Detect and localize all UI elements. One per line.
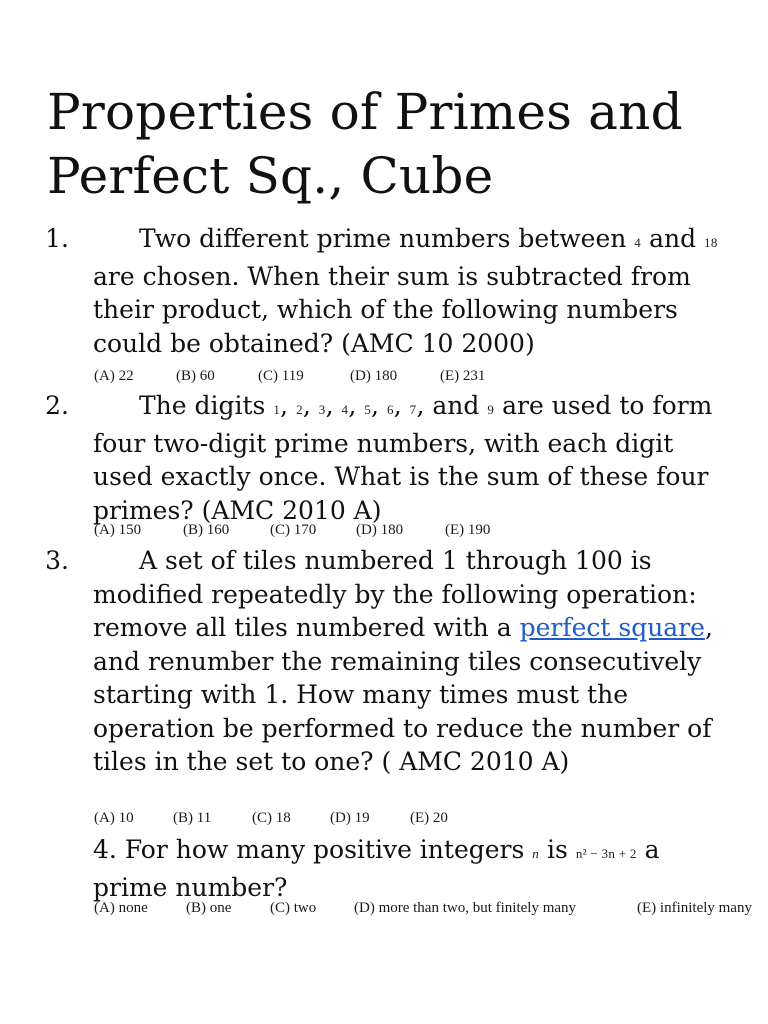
choice: (A) 22 bbox=[94, 368, 134, 384]
math-value: 3 bbox=[318, 402, 326, 417]
choice: (B) 60 bbox=[176, 368, 215, 384]
choice: (E) 190 bbox=[445, 522, 491, 538]
question-3 bbox=[45, 544, 733, 779]
choice: (A) 10 bbox=[94, 810, 134, 826]
math-value: 2 bbox=[296, 402, 303, 417]
choice: (B) 160 bbox=[183, 522, 230, 538]
choice: (A) none bbox=[94, 900, 148, 916]
question-text: Two different prime numbers between bbox=[139, 224, 627, 253]
title-line-2: Perfect Sq., Cube bbox=[47, 147, 494, 205]
math-variable bbox=[532, 846, 539, 861]
choice: (E) 231 bbox=[440, 368, 486, 384]
math-value: 7 bbox=[409, 402, 417, 417]
title-line-1: Properties of Primes and bbox=[47, 83, 683, 141]
choice: (B) one bbox=[186, 900, 232, 916]
question-number: 3. bbox=[45, 546, 69, 575]
choice: (B) 11 bbox=[173, 810, 212, 826]
choice: (C) 18 bbox=[252, 810, 291, 826]
math-variable-n: n bbox=[532, 846, 540, 861]
choice: (E) infinitely many bbox=[637, 900, 752, 916]
question-2: 2. The digits 1, 2, 3, 4, 5, 6, 7, and 9 are used to form four two-digit prime numbers, with each digit used exactly once. What is the sum of these four primes? (AMC 2010 A) bbox=[45, 391, 713, 525]
question-number: 2. bbox=[45, 391, 69, 420]
choice: (C) 119 bbox=[258, 368, 304, 384]
question-text: is bbox=[547, 835, 568, 864]
choice: (D) 180 bbox=[356, 522, 404, 538]
math-value: 4 bbox=[341, 402, 349, 417]
choice: (A) 150 bbox=[94, 522, 142, 538]
math-expression: n² − 3n + 2 bbox=[575, 846, 637, 861]
choice: (D) 19 bbox=[330, 810, 370, 826]
math-value: 9 bbox=[487, 402, 495, 417]
math-value: 1 bbox=[273, 402, 281, 417]
choice: (D) more than two, but finitely many bbox=[354, 900, 577, 916]
math-value: 6 bbox=[386, 402, 394, 417]
perfect-square-link[interactable]: perfect square bbox=[519, 613, 705, 642]
choice: (C) 170 bbox=[270, 522, 317, 538]
question-text: The digits bbox=[139, 391, 266, 420]
question-text: a prime number? bbox=[93, 835, 660, 902]
math-value: 18 bbox=[704, 235, 718, 250]
choice: (D) 180 bbox=[350, 368, 398, 384]
question-number: 4. bbox=[93, 835, 117, 864]
question-text: , and bbox=[416, 391, 480, 420]
question-text: , and renumber the remaining tiles consecutively starting with 1. How many times must the operation be performed to reduce the number of tiles in the set to one? ( AMC 2010 A) bbox=[93, 613, 713, 776]
math-value: 5 bbox=[364, 402, 372, 417]
question-text: are used to form four two-digit prime numbers, with each digit used exactly once. What is the sum of these four primes? (AMC 2010 A) bbox=[93, 391, 713, 525]
question-text: are chosen. When their sum is subtracted from their product, which of the following numbers could be obtained? (AMC 10 2000) bbox=[93, 261, 691, 358]
page-title bbox=[47, 80, 683, 208]
question-text: For how many positive integers bbox=[124, 835, 525, 864]
choice: (C) two bbox=[270, 900, 317, 916]
question-4 bbox=[93, 833, 733, 904]
question-1 bbox=[45, 222, 733, 360]
choice: (E) 20 bbox=[410, 810, 448, 826]
question-text: A set of tiles numbered 1 through 100 is modified repeatedly by the following operation: remove all tiles numbered with a bbox=[93, 546, 697, 642]
math-value: 4 bbox=[634, 235, 642, 250]
question-number: 1. bbox=[45, 224, 69, 253]
question-text: and bbox=[649, 224, 697, 253]
